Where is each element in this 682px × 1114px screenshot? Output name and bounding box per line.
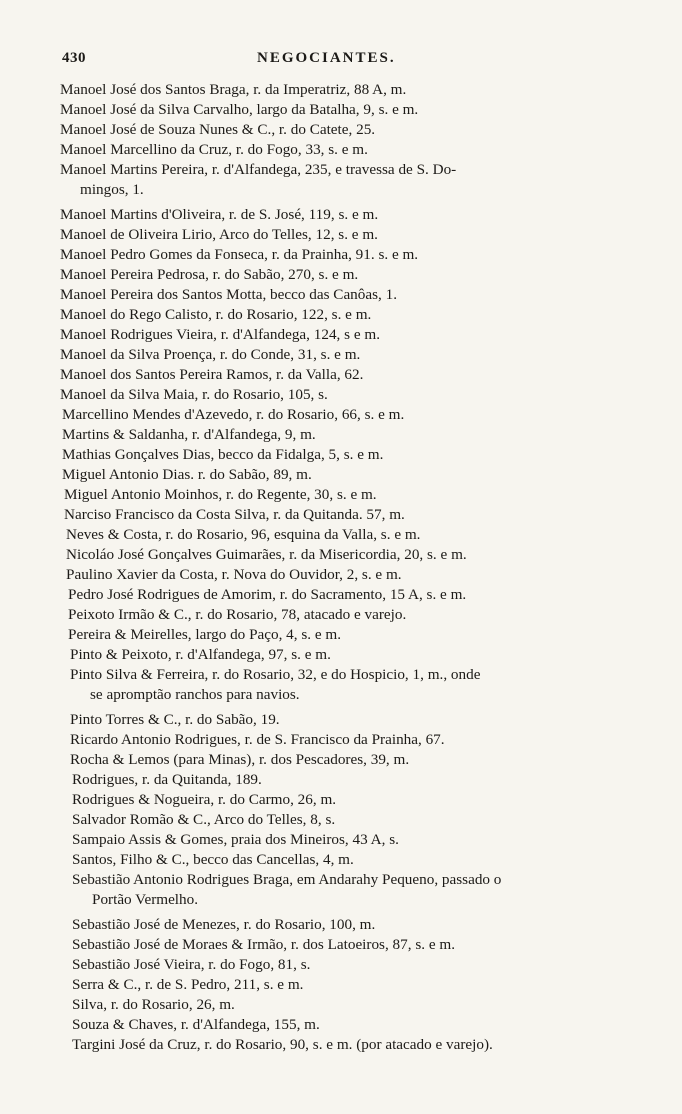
entry-line: Pinto Silva & Ferreira, r. do Rosario, 32, e do Hospicio, 1, m., onde <box>70 666 481 683</box>
entry-line: Manoel Rodrigues Vieira, r. d'Alfandega, 124, s e m. <box>60 326 380 343</box>
page-header <box>62 50 642 72</box>
entry-line: Pinto Torres & C., r. do Sabão, 19. <box>70 711 280 728</box>
entry-line: Narciso Francisco da Costa Silva, r. da Quitanda. 57, m. <box>64 506 405 523</box>
entry-line: Manoel José dos Santos Braga, r. da Imperatriz, 88 A, m. <box>60 81 407 98</box>
entry-line: Mathias Gonçalves Dias, becco da Fidalga, 5, s. e m. <box>62 446 384 463</box>
entry-line: Manoel dos Santos Pereira Ramos, r. da Valla, 62. <box>60 366 364 383</box>
entry-line: Manoel Pereira dos Santos Motta, becco das Canôas, 1. <box>60 286 398 303</box>
entry-line: Manoel Martins Pereira, r. d'Alfandega, 235, e travessa de S. Do- <box>60 161 457 178</box>
entry-continuation: Portão Vermelho. <box>92 891 199 908</box>
entry-line: Ricardo Antonio Rodrigues, r. de S. Francisco da Prainha, 67. <box>70 731 445 748</box>
entry-line: Manoel Pereira Pedrosa, r. do Sabão, 270, s. e m. <box>60 266 359 283</box>
entry-line: Paulino Xavier da Costa, r. Nova do Ouvidor, 2, s. e m. <box>66 566 402 583</box>
entry-line: Pereira & Meirelles, largo do Paço, 4, s. e m. <box>68 626 342 643</box>
entry-line: Sebastião José de Moraes & Irmão, r. dos Latoeiros, 87, s. e m. <box>72 936 455 953</box>
entry-line: Nicoláo José Gonçalves Guimarães, r. da Misericordia, 20, s. e m. <box>66 546 467 563</box>
entry-line: Targini José da Cruz, r. do Rosario, 90, s. e m. (por atacado e varejo). <box>72 1036 493 1053</box>
entry-line: Silva, r. do Rosario, 26, m. <box>72 996 235 1013</box>
entry-line: Manoel Pedro Gomes da Fonseca, r. da Prainha, 91. s. e m. <box>60 246 419 263</box>
entry-line: Rocha & Lemos (para Minas), r. dos Pescadores, 39, m. <box>70 751 410 768</box>
entry-line: Manoel de Oliveira Lirio, Arco do Telles, 12, s. e m. <box>60 226 378 243</box>
entry-line: Sebastião Antonio Rodrigues Braga, em Andarahy Pequeno, passado o <box>72 871 502 888</box>
entry-line: Manoel José de Souza Nunes & C., r. do Catete, 25. <box>60 121 376 138</box>
running-title: NEGOCIANTES. <box>257 50 396 66</box>
entry-line: Santos, Filho & C., becco das Cancellas, 4, m. <box>72 851 354 868</box>
entry-line: Sebastião José de Menezes, r. do Rosario, 100, m. <box>72 916 376 933</box>
entry-line: Rodrigues & Nogueira, r. do Carmo, 26, m. <box>72 791 337 808</box>
entry-line: Salvador Romão & C., Arco do Telles, 8, s. <box>72 811 336 828</box>
entry-line: Miguel Antonio Dias. r. do Sabão, 89, m. <box>62 466 312 483</box>
entry-line: Sebastião José Vieira, r. do Fogo, 81, s. <box>72 956 311 973</box>
entry-line: Marcellino Mendes d'Azevedo, r. do Rosario, 66, s. e m. <box>62 406 405 423</box>
entry-line: Manoel da Silva Proença, r. do Conde, 31, s. e m. <box>60 346 361 363</box>
entry-line: Sampaio Assis & Gomes, praia dos Mineiros, 43 A, s. <box>72 831 399 848</box>
page-number: 430 <box>62 50 86 66</box>
entry-continuation: mingos, 1. <box>80 181 144 198</box>
entry-line: Peixoto Irmão & C., r. do Rosario, 78, atacado e varejo. <box>68 606 407 623</box>
entry-line: Neves & Costa, r. do Rosario, 96, esquina da Valla, s. e m. <box>66 526 421 543</box>
entry-line: Manoel do Rego Calisto, r. do Rosario, 122, s. e m. <box>60 306 372 323</box>
entry-line: Serra & C., r. de S. Pedro, 211, s. e m. <box>72 976 304 993</box>
entry-line: Miguel Antonio Moinhos, r. do Regente, 30, s. e m. <box>64 486 377 503</box>
entry-line: Martins & Saldanha, r. d'Alfandega, 9, m. <box>62 426 316 443</box>
entry-line: Manoel Martins d'Oliveira, r. de S. José, 119, s. e m. <box>60 206 379 223</box>
entry-line: Pinto & Peixoto, r. d'Alfandega, 97, s. e m. <box>70 646 331 663</box>
entry-line: Manoel José da Silva Carvalho, largo da Batalha, 9, s. e m. <box>60 101 419 118</box>
entry-continuation: se apromptão ranchos para navios. <box>90 686 300 703</box>
entry-line: Souza & Chaves, r. d'Alfandega, 155, m. <box>72 1016 320 1033</box>
entry-line: Manoel da Silva Maia, r. do Rosario, 105, s. <box>60 386 328 403</box>
entry-line: Manoel Marcellino da Cruz, r. do Fogo, 33, s. e m. <box>60 141 368 158</box>
entry-line: Pedro José Rodrigues de Amorim, r. do Sacramento, 15 A, s. e m. <box>68 586 467 603</box>
entry-line: Rodrigues, r. da Quitanda, 189. <box>72 771 262 788</box>
